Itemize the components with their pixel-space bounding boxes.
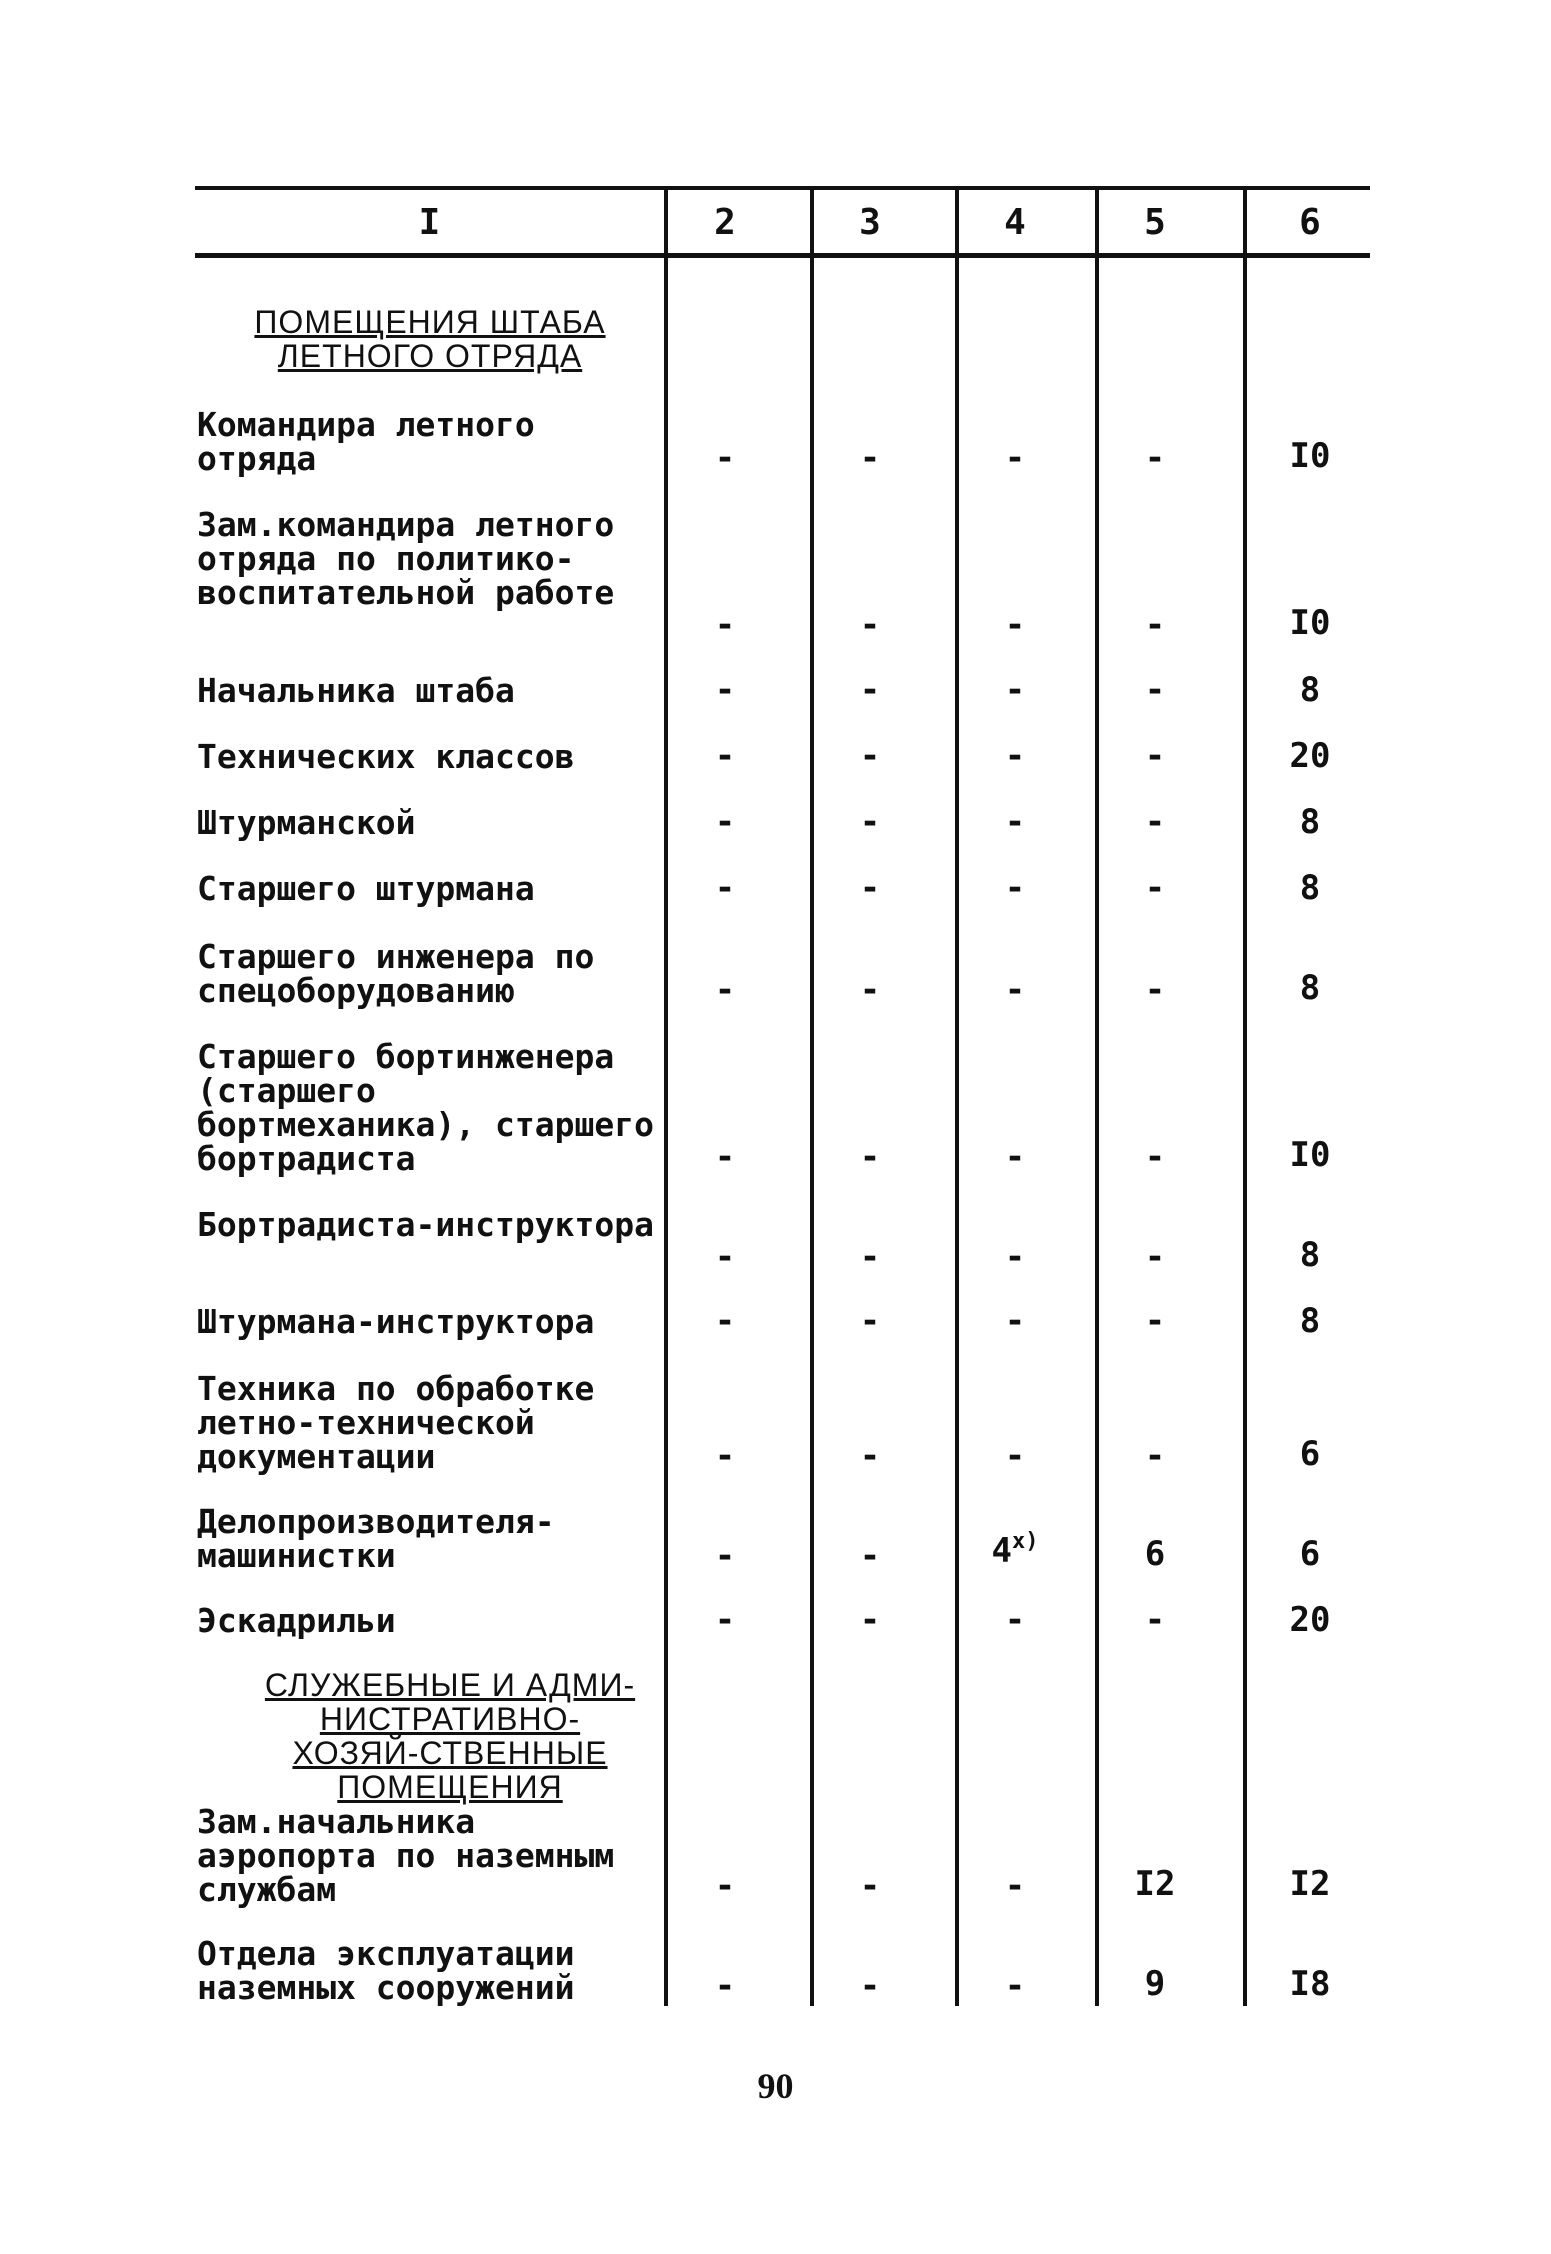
row-label: Штурманской: [197, 803, 416, 842]
row-cell: -: [859, 605, 881, 645]
row-cell: I8: [1289, 1964, 1331, 2004]
row-cell: 6: [1299, 1534, 1321, 1574]
column-header-5: 5: [1144, 202, 1166, 243]
row-cell: -: [714, 802, 736, 842]
row-cell: -: [714, 1536, 736, 1576]
row-label: Начальника штаба: [197, 671, 515, 710]
row-label: Делопроизводителя-машинистки: [197, 1502, 555, 1575]
row-cell: -: [714, 868, 736, 908]
column-header-4: 4: [1004, 202, 1026, 243]
row-label: Техника по обработке летно-технической документации: [197, 1369, 595, 1476]
row-cell: 8: [1299, 968, 1321, 1008]
row-label: Зам.командира летного отряда по политико-воспитательной работе: [197, 505, 615, 612]
row-cell: 6: [1299, 1434, 1321, 1474]
section-heading-service: СЛУЖЕБНЫЕ И АДМИ-НИСТРАТИВНО-ХОЗЯЙ-СТВЕННЫЕ ПОМЕЩЕНИЯ: [264, 1667, 636, 1805]
row-cell: -: [1144, 438, 1166, 478]
row-cell-footnoted: [960, 1522, 1070, 1571]
row-cell: -: [714, 605, 736, 645]
row-cell: -: [1144, 1137, 1166, 1177]
column-divider: [1243, 186, 1247, 2006]
row-cell: I0: [1289, 603, 1331, 643]
row-cell: I0: [1289, 436, 1331, 476]
row-cell: -: [859, 438, 881, 478]
column-divider: [1095, 186, 1099, 2006]
row-cell: -: [1004, 1600, 1026, 1640]
row-cell: -: [1004, 438, 1026, 478]
page-number: 90: [757, 2066, 794, 2106]
row-label: Отдела эксплуатации наземных сооружений: [197, 1934, 575, 2007]
row-cell: -: [1144, 1237, 1166, 1277]
section-heading-staff: ПОМЕЩЕНИЯ ШТАБА ЛЕТНОГО ОТРЯДА: [254, 304, 606, 374]
column-header-1: I: [418, 202, 441, 243]
row-cell: -: [714, 1301, 736, 1341]
row-label: Старшего бортинженера (старшего бортмеханика), старшего бортрадиста: [197, 1037, 654, 1178]
row-cell: 8: [1299, 670, 1321, 710]
row-cell: -: [1144, 1301, 1166, 1341]
column-divider: [664, 186, 668, 2006]
row-cell: -: [859, 1237, 881, 1277]
table-top-rule: [195, 186, 1370, 190]
row-cell: 8: [1299, 1235, 1321, 1275]
row-cell: -: [1004, 1301, 1026, 1341]
row-cell: -: [714, 736, 736, 776]
row-cell: -: [859, 1600, 881, 1640]
column-header-6: 6: [1299, 202, 1321, 243]
row-cell: -: [714, 438, 736, 478]
row-label: Старшего инженера по спецоборудованию: [197, 937, 595, 1010]
row-cell: -: [1144, 605, 1166, 645]
row-cell: -: [714, 1866, 736, 1906]
row-label: Зам.начальника аэропорта по наземным службам: [197, 1802, 615, 1909]
footnote-mark: x): [1011, 1529, 1039, 1554]
column-header-2: 2: [714, 202, 736, 243]
row-cell: -: [1144, 868, 1166, 908]
row-cell: -: [1004, 1966, 1026, 2006]
row-cell: -: [859, 1866, 881, 1906]
row-cell: 9: [1144, 1964, 1166, 2004]
row-cell: -: [1004, 868, 1026, 908]
row-cell: -: [714, 1137, 736, 1177]
row-label: Эскадрильи: [197, 1601, 396, 1640]
row-label: Старшего штурмана: [197, 869, 535, 908]
row-cell: -: [859, 802, 881, 842]
row-cell: -: [859, 868, 881, 908]
table-header-rule: [195, 253, 1370, 258]
row-label: Технических классов: [197, 737, 575, 776]
column-header-3: 3: [859, 202, 881, 243]
row-cell: -: [859, 1137, 881, 1177]
row-cell: -: [1004, 1237, 1026, 1277]
row-cell: -: [714, 1966, 736, 2006]
row-cell: -: [1144, 736, 1166, 776]
row-cell: 20: [1289, 736, 1331, 776]
row-cell: 8: [1299, 802, 1321, 842]
row-cell: -: [1004, 605, 1026, 645]
row-cell: -: [1144, 802, 1166, 842]
row-cell: -: [714, 1600, 736, 1640]
row-cell: -: [859, 970, 881, 1010]
column-divider: [810, 186, 814, 2006]
row-cell: -: [859, 1966, 881, 2006]
row-cell: I2: [1289, 1864, 1331, 1904]
row-cell: -: [714, 970, 736, 1010]
row-cell: -: [859, 736, 881, 776]
row-cell: -: [859, 1301, 881, 1341]
row-cell: -: [714, 1436, 736, 1476]
row-label: Командира летного отряда: [197, 405, 535, 478]
row-cell: 20: [1289, 1600, 1331, 1640]
row-cell: -: [1004, 670, 1026, 710]
row-cell: -: [714, 670, 736, 710]
row-cell: -: [859, 1536, 881, 1576]
row-cell: -: [1004, 1866, 1026, 1906]
row-cell: -: [859, 1436, 881, 1476]
column-divider: [955, 186, 959, 2006]
row-cell: -: [1144, 1436, 1166, 1476]
row-cell: -: [1004, 1436, 1026, 1476]
row-cell: -: [859, 670, 881, 710]
row-label: Бортрадиста-инструктора: [197, 1205, 654, 1244]
row-cell: -: [1004, 736, 1026, 776]
row-cell: -: [1004, 970, 1026, 1010]
row-cell: 8: [1299, 868, 1321, 908]
row-cell: I0: [1289, 1135, 1331, 1175]
row-cell: 8: [1299, 1301, 1321, 1341]
row-cell: -: [1004, 1137, 1026, 1177]
row-cell: -: [1144, 1600, 1166, 1640]
row-cell: -: [1144, 670, 1166, 710]
row-cell: -: [1144, 970, 1166, 1010]
row-cell: -: [714, 1237, 736, 1277]
row-cell: -: [1004, 802, 1026, 842]
cell-value: 4: [991, 1531, 1012, 1571]
row-cell: 6: [1144, 1534, 1166, 1574]
row-cell: I2: [1134, 1864, 1176, 1904]
row-label: Штурмана-инструктора: [197, 1302, 595, 1341]
